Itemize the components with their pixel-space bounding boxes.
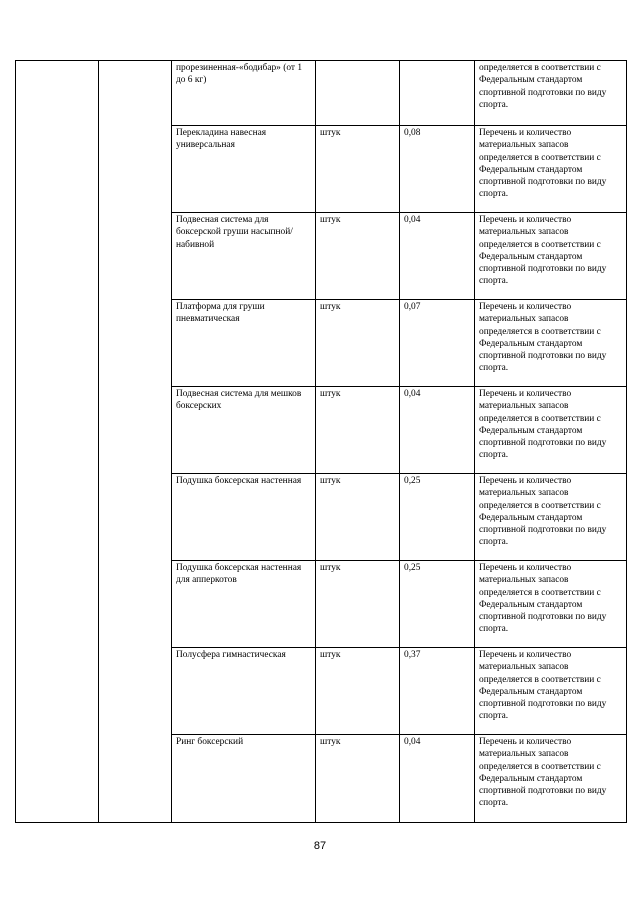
- unit-cell: штук: [316, 300, 400, 387]
- note-cell: Перечень и количество материальных запасов определяется в соответствии с Федеральным стандартом спортивной подготовки по виду спорта.: [475, 735, 627, 823]
- unit-cell: штук: [316, 735, 400, 823]
- item-name-cell: прорезиненная-«бодибар» (от 1 до 6 кг): [172, 61, 316, 126]
- note-cell: Перечень и количество материальных запасов определяется в соответствии с Федеральным стандартом спортивной подготовки по виду спорта.: [475, 474, 627, 561]
- merged-cell-second: [99, 61, 172, 823]
- note-cell: Перечень и количество материальных запасов определяется в соответствии с Федеральным стандартом спортивной подготовки по виду спорта.: [475, 300, 627, 387]
- note-cell: Перечень и количество материальных запасов определяется в соответствии с Федеральным стандартом спортивной подготовки по виду спорта.: [475, 648, 627, 735]
- quantity-cell: 0,04: [400, 213, 475, 300]
- unit-cell: штук: [316, 648, 400, 735]
- quantity-cell: 0,07: [400, 300, 475, 387]
- unit-cell: штук: [316, 387, 400, 474]
- note-cell: Перечень и количество материальных запасов определяется в соответствии с Федеральным стандартом спортивной подготовки по виду спорта.: [475, 126, 627, 213]
- note-cell: Перечень и количество материальных запасов определяется в соответствии с Федеральным стандартом спортивной подготовки по виду спорта.: [475, 561, 627, 648]
- note-cell: определяется в соответствии с Федеральным стандартом спортивной подготовки по виду спорта.: [475, 61, 627, 126]
- item-name-cell: Подушка боксерская настенная для апперкотов: [172, 561, 316, 648]
- item-name-cell: Подвесная система для боксерской груши насыпной/набивной: [172, 213, 316, 300]
- unit-cell: штук: [316, 126, 400, 213]
- item-name-cell: Перекладина навесная универсальная: [172, 126, 316, 213]
- quantity-cell: [400, 61, 475, 126]
- item-name-cell: Ринг боксерский: [172, 735, 316, 823]
- quantity-cell: 0,37: [400, 648, 475, 735]
- quantity-cell: 0,25: [400, 474, 475, 561]
- equipment-table: [15, 60, 627, 823]
- quantity-cell: 0,08: [400, 126, 475, 213]
- unit-cell: штук: [316, 213, 400, 300]
- item-name-cell: Платформа для груши пневматическая: [172, 300, 316, 387]
- unit-cell: [316, 61, 400, 126]
- unit-cell: штук: [316, 561, 400, 648]
- table-row: [16, 61, 627, 126]
- merged-cell-left: [16, 61, 99, 823]
- note-cell: Перечень и количество материальных запасов определяется в соответствии с Федеральным стандартом спортивной подготовки по виду спорта.: [475, 213, 627, 300]
- quantity-cell: 0,04: [400, 387, 475, 474]
- quantity-cell: 0,04: [400, 735, 475, 823]
- item-name-cell: Подвесная система для мешков боксерских: [172, 387, 316, 474]
- page-number: 87: [313, 840, 327, 852]
- item-name-cell: Полусфера гимнастическая: [172, 648, 316, 735]
- note-cell: Перечень и количество материальных запасов определяется в соответствии с Федеральным стандартом спортивной подготовки по виду спорта.: [475, 387, 627, 474]
- unit-cell: штук: [316, 474, 400, 561]
- quantity-cell: 0,25: [400, 561, 475, 648]
- item-name-cell: Подушка боксерская настенная: [172, 474, 316, 561]
